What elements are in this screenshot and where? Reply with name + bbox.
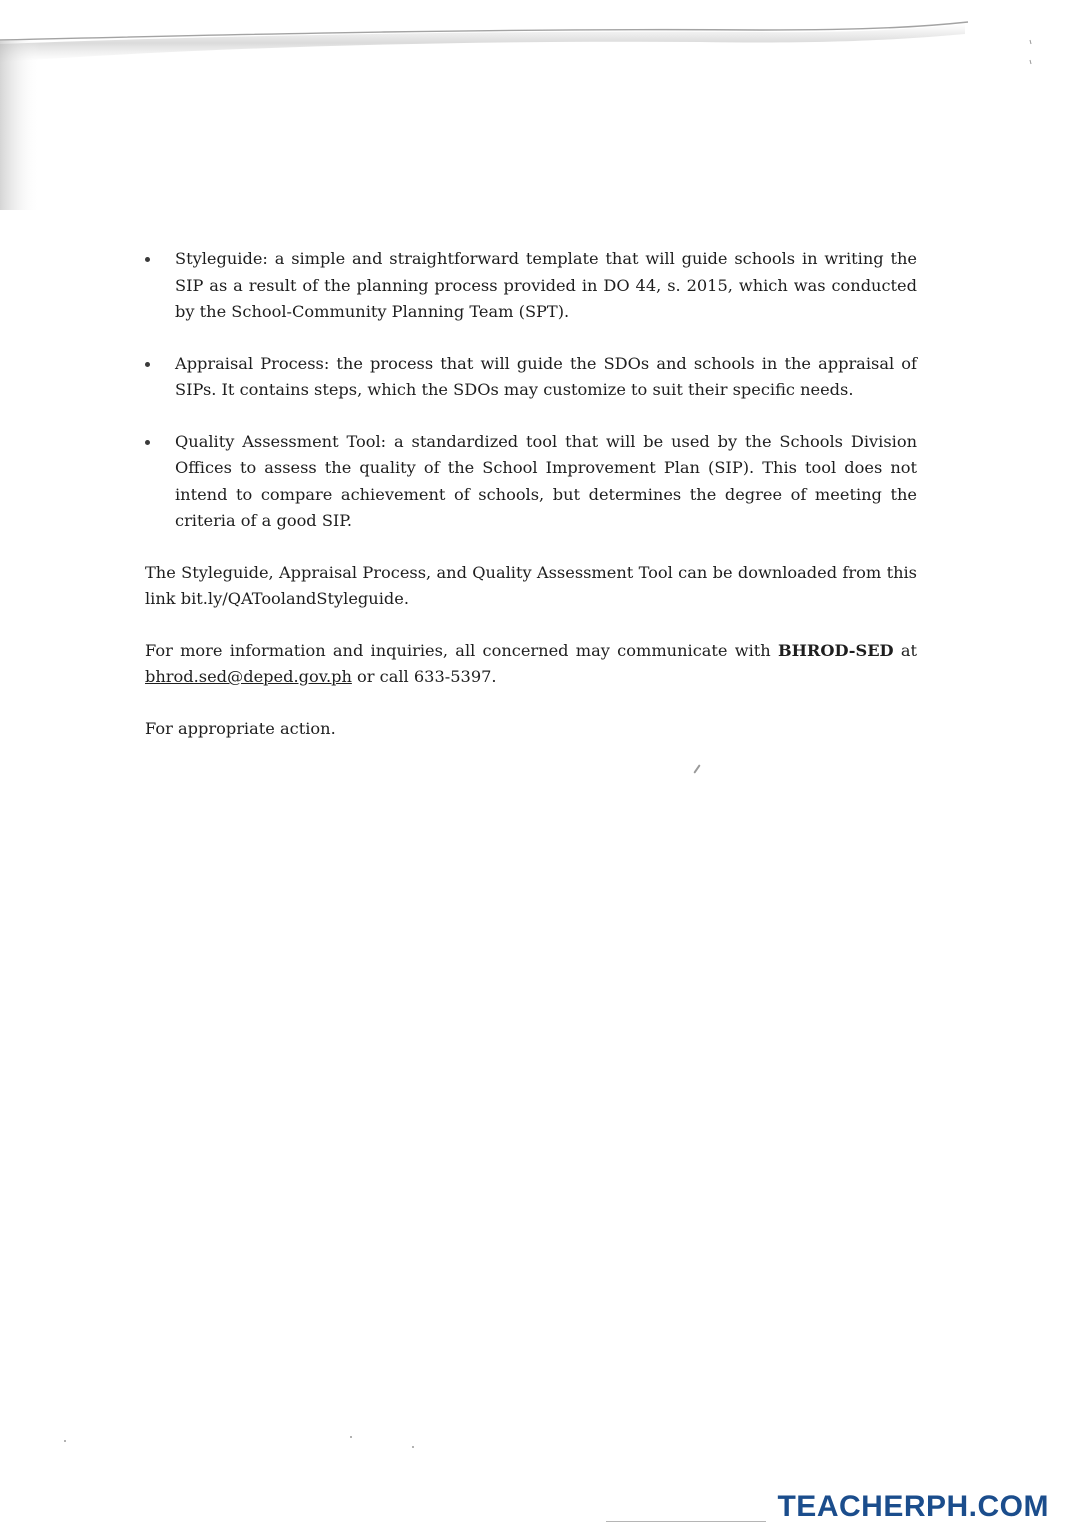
term-description: the process that will guide the SDOs and schools in the appraisal of SIPs. It contains steps, which the SDOs may customize to suit their specific needs. (175, 353, 917, 399)
contact-intro: For more information and inquiries, all concerned may communicate with (145, 640, 778, 660)
scan-mark (350, 1436, 352, 1438)
office-name: BHROD-SED (777, 640, 894, 660)
term-label: Appraisal Process: (175, 353, 330, 373)
term-description: a standardized tool that will be used by the Schools Division Offices to assess the quality of the School Improvement Plan (SIP). This tool does not intend to compare achievement of schools, but determines the degree of meeting the criteria of a good SIP. (175, 431, 917, 530)
bullet-icon (145, 440, 150, 445)
scan-mark (64, 1440, 66, 1442)
memo-body (145, 246, 917, 767)
scan-shadow (0, 0, 1073, 220)
list-item-quality-assessment-tool (145, 429, 917, 535)
scan-mark (412, 1446, 414, 1448)
contact-phone: or call 633-5397. (351, 667, 497, 686)
term-description: a simple and straightforward template that will guide schools in writing the SIP as a result of the planning process provided in DO 44, s. 2015, which was conducted by the School-Community Planning Team (SPT). (175, 249, 917, 321)
term-label: Quality Assessment Tool: (175, 431, 387, 451)
closing-line: For appropriate action. (145, 718, 336, 738)
bullet-icon (145, 257, 150, 262)
list-item-appraisal-process (145, 351, 917, 404)
term-label: Styleguide: (175, 249, 268, 268)
email-link[interactable]: bhrod.sed@deped.gov.ph (145, 667, 352, 686)
contact-mid: at (893, 640, 917, 660)
list-item-styleguide (145, 246, 917, 326)
watermark-logo: TEACHERPH.COM (777, 1490, 1049, 1523)
component-list (145, 246, 917, 535)
contact-paragraph (145, 638, 917, 691)
bullet-icon (145, 362, 150, 367)
watermark-rule (606, 1521, 766, 1522)
download-paragraph: The Styleguide, Appraisal Process, and Quality Assessment Tool can be downloaded from this link bit.ly/QAToolandStyleguide. (145, 562, 917, 608)
